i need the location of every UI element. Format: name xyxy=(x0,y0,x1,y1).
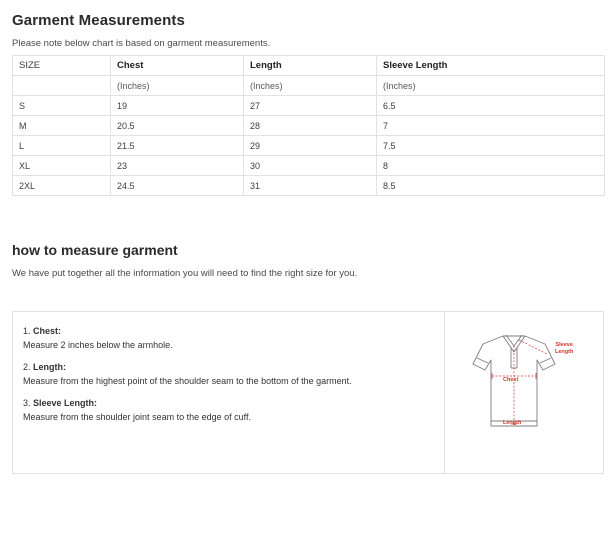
table-row xyxy=(13,136,605,156)
page-title: Garment Measurements xyxy=(12,12,185,29)
instruction-description: Measure from the highest point of the shoulder seam to the bottom of the garment. xyxy=(23,376,352,386)
size-guide-page xyxy=(0,12,616,540)
table-row xyxy=(13,156,605,176)
cell-chest: 21.5 xyxy=(111,136,244,156)
unit-size xyxy=(13,76,111,96)
column-header-sleeve-length: Sleeve Length xyxy=(377,56,605,76)
diagram-label-sleeve-length xyxy=(555,342,573,356)
cell-length: 29 xyxy=(244,136,377,156)
instruction-description: Measure 2 inches below the armhole. xyxy=(23,340,173,350)
sleeve-label-line2: Length xyxy=(555,348,574,355)
cell-length: 27 xyxy=(244,96,377,116)
column-header-length: Length xyxy=(244,56,377,76)
list-item xyxy=(23,398,432,422)
instruction-label: Sleeve Length: xyxy=(33,398,98,408)
size-chart-table xyxy=(12,55,605,196)
table-header-row xyxy=(13,56,605,76)
measure-instructions-box xyxy=(12,311,604,474)
chart-note: Please note below chart is based on garment measurements. xyxy=(12,38,271,49)
instruction-number: 1. xyxy=(23,326,31,336)
cell-chest: 19 xyxy=(111,96,244,116)
instruction-description: Measure from the shoulder joint seam to the edge of cuff. xyxy=(23,412,251,422)
cell-size: S xyxy=(13,96,111,116)
diagram-label-length: Length xyxy=(503,420,522,426)
diagram-panel xyxy=(445,312,603,473)
cell-sleeve: 8 xyxy=(377,156,605,176)
table-unit-row xyxy=(13,76,605,96)
instruction-number: 2. xyxy=(23,362,31,372)
cell-sleeve: 7.5 xyxy=(377,136,605,156)
cell-size: L xyxy=(13,136,111,156)
cell-sleeve: 7 xyxy=(377,116,605,136)
list-item xyxy=(23,362,432,386)
sleeve-label-line1: Sleeve xyxy=(555,342,573,348)
column-header-chest: Chest xyxy=(111,56,244,76)
unit-sleeve: (Inches) xyxy=(377,76,605,96)
cell-sleeve: 6.5 xyxy=(377,96,605,116)
instructions-list xyxy=(13,312,445,473)
cell-length: 31 xyxy=(244,176,377,196)
table-row xyxy=(13,176,605,196)
cell-size: M xyxy=(13,116,111,136)
cell-chest: 20.5 xyxy=(111,116,244,136)
table-row xyxy=(13,116,605,136)
column-header-size: SIZE xyxy=(13,56,111,76)
diagram-label-chest: Chest xyxy=(503,377,519,383)
cell-length: 28 xyxy=(244,116,377,136)
instruction-number: 3. xyxy=(23,398,31,408)
how-to-measure-title: how to measure garment xyxy=(12,242,178,258)
cell-sleeve: 8.5 xyxy=(377,176,605,196)
polo-shirt-diagram xyxy=(459,320,591,466)
table-row xyxy=(13,96,605,116)
cell-chest: 24.5 xyxy=(111,176,244,196)
how-to-measure-subtitle: We have put together all the information you will need to find the right size for you. xyxy=(12,268,358,279)
cell-size: 2XL xyxy=(13,176,111,196)
unit-length: (Inches) xyxy=(244,76,377,96)
instruction-label: Length: xyxy=(33,362,67,372)
unit-chest: (Inches) xyxy=(111,76,244,96)
list-item xyxy=(23,326,432,350)
instruction-label: Chest: xyxy=(33,326,62,336)
cell-chest: 23 xyxy=(111,156,244,176)
cell-length: 30 xyxy=(244,156,377,176)
cell-size: XL xyxy=(13,156,111,176)
